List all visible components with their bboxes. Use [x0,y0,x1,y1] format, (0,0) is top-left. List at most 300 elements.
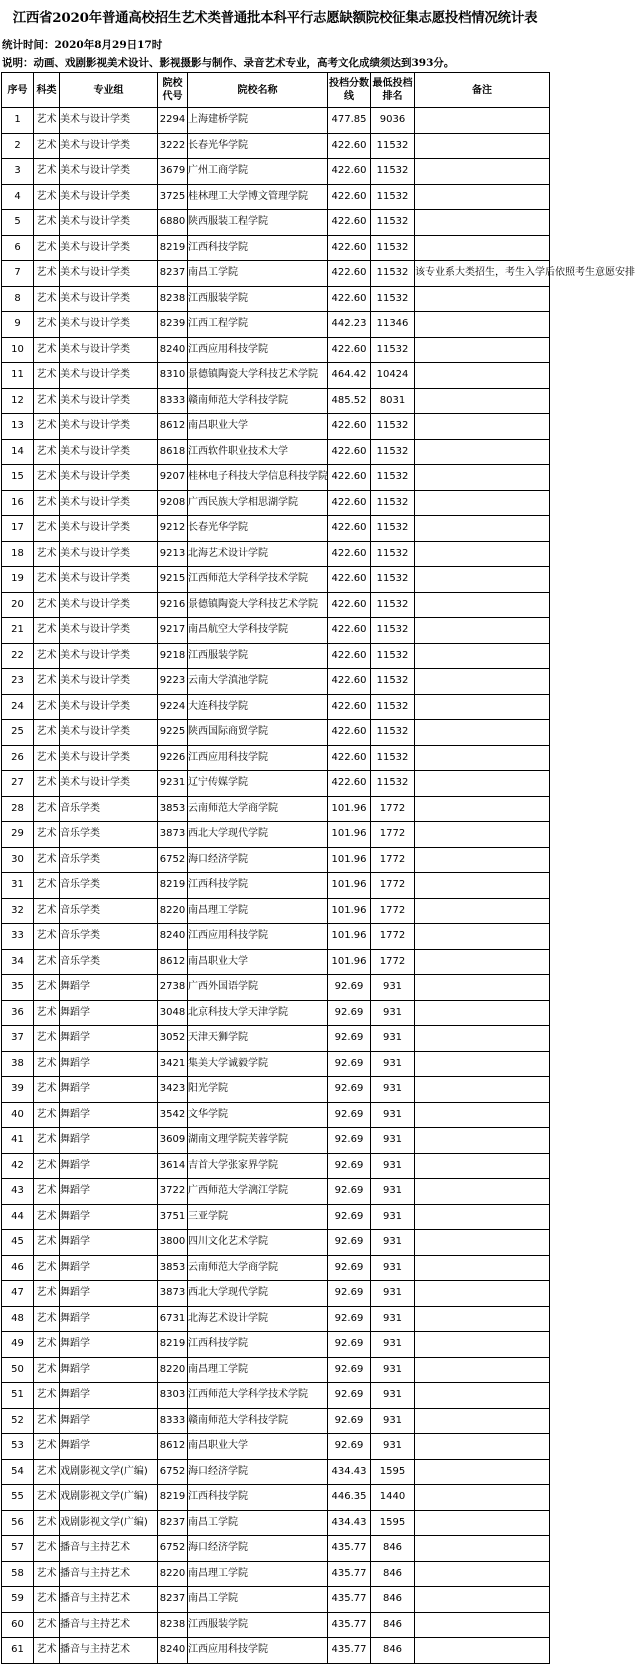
cell-school-name: 北京科技大学天津学院 [188,1000,328,1026]
cell-major-group: 美术与设计学类 [60,465,158,491]
cell-min-score: 92.69 [328,1357,371,1383]
table-row [2,1434,550,1460]
cell-school-code: 8333 [158,1408,188,1434]
cell-min-rank: 846 [371,1638,415,1664]
cell-min-rank: 11532 [371,669,415,695]
cell-seq: 25 [2,720,34,746]
cell-remark [415,643,550,669]
cell-remark [415,1459,550,1485]
cell-major-group: 美术与设计学类 [60,108,158,134]
cell-min-score: 92.69 [328,1383,371,1409]
cell-remark [415,541,550,567]
cell-seq: 47 [2,1281,34,1307]
cell-school-code: 6752 [158,1536,188,1562]
cell-min-rank: 11532 [371,261,415,287]
table-row [2,1230,550,1256]
cell-min-score: 92.69 [328,1077,371,1103]
cell-major-group: 美术与设计学类 [60,286,158,312]
cell-min-score: 422.60 [328,286,371,312]
cell-school-name: 海口经济学院 [188,1536,328,1562]
cell-min-score: 101.96 [328,924,371,950]
cell-school-name: 广西师范大学漓江学院 [188,1179,328,1205]
cell-school-name: 江西应用科技学院 [188,745,328,771]
cell-seq: 51 [2,1383,34,1409]
cell-category: 艺术 [34,465,60,491]
cell-school-name: 云南大学滇池学院 [188,669,328,695]
cell-major-group: 美术与设计学类 [60,159,158,185]
cell-category: 艺术 [34,1153,60,1179]
cell-remark [415,1612,550,1638]
admission-table [1,72,635,1664]
table-row [2,516,550,542]
cell-seq: 13 [2,414,34,440]
cell-category: 艺术 [34,694,60,720]
cell-school-name: 长春光华学院 [188,133,328,159]
cell-remark [415,898,550,924]
cell-seq: 4 [2,184,34,210]
cell-remark [415,1204,550,1230]
cell-school-code: 2294 [158,108,188,134]
cell-category: 艺术 [34,949,60,975]
cell-remark [415,567,550,593]
table-row [2,643,550,669]
cell-min-rank: 1595 [371,1459,415,1485]
cell-major-group: 美术与设计学类 [60,184,158,210]
cell-school-name: 赣南师范大学科技学院 [188,1408,328,1434]
cell-min-rank: 931 [371,1357,415,1383]
cell-min-score: 101.96 [328,949,371,975]
cell-category: 艺术 [34,1204,60,1230]
cell-min-score: 435.77 [328,1587,371,1613]
cell-school-name: 南昌理工学院 [188,898,328,924]
cell-min-rank: 846 [371,1536,415,1562]
cell-category: 艺术 [34,745,60,771]
cell-major-group: 音乐学类 [60,949,158,975]
cell-remark [415,1383,550,1409]
cell-school-name: 南昌职业大学 [188,414,328,440]
cell-category: 艺术 [34,1510,60,1536]
cell-school-code: 3222 [158,133,188,159]
cell-school-code: 6880 [158,210,188,236]
cell-min-score: 422.60 [328,439,371,465]
cell-category: 艺术 [34,1255,60,1281]
table-row [2,541,550,567]
cell-seq: 5 [2,210,34,236]
table-row [2,1281,550,1307]
cell-min-score: 92.69 [328,1230,371,1256]
cell-remark [415,1306,550,1332]
cell-major-group: 美术与设计学类 [60,694,158,720]
cell-major-group: 播音与主持艺术 [60,1536,158,1562]
cell-category: 艺术 [34,847,60,873]
cell-major-group: 舞蹈学 [60,1179,158,1205]
cell-remark [415,1051,550,1077]
cell-min-rank: 11532 [371,414,415,440]
cell-seq: 12 [2,388,34,414]
cell-school-code: 8612 [158,414,188,440]
cell-min-rank: 931 [371,1408,415,1434]
table-row [2,1357,550,1383]
table-row [2,1408,550,1434]
cell-major-group: 舞蹈学 [60,1383,158,1409]
cell-remark [415,439,550,465]
cell-major-group: 舞蹈学 [60,1281,158,1307]
cell-major-group: 舞蹈学 [60,1434,158,1460]
cell-seq: 55 [2,1485,34,1511]
cell-category: 艺术 [34,1408,60,1434]
cell-category: 艺术 [34,771,60,797]
cell-seq: 23 [2,669,34,695]
cell-school-code: 8333 [158,388,188,414]
cell-remark [415,108,550,134]
table-row [2,1077,550,1103]
cell-school-code: 3542 [158,1102,188,1128]
cell-category: 艺术 [34,822,60,848]
cell-min-score: 92.69 [328,1204,371,1230]
cell-major-group: 美术与设计学类 [60,261,158,287]
cell-school-code: 3048 [158,1000,188,1026]
cell-major-group: 舞蹈学 [60,1332,158,1358]
cell-min-score: 434.43 [328,1510,371,1536]
cell-major-group: 美术与设计学类 [60,363,158,389]
cell-major-group: 美术与设计学类 [60,592,158,618]
cell-category: 艺术 [34,1026,60,1052]
cell-remark [415,847,550,873]
cell-category: 艺术 [34,337,60,363]
cell-category: 艺术 [34,924,60,950]
cell-seq: 18 [2,541,34,567]
cell-min-score: 422.60 [328,643,371,669]
cell-min-rank: 931 [371,1306,415,1332]
cell-school-name: 江西师范大学科学技术学院 [188,1383,328,1409]
cell-major-group: 舞蹈学 [60,1255,158,1281]
cell-category: 艺术 [34,541,60,567]
cell-remark [415,592,550,618]
cell-seq: 60 [2,1612,34,1638]
table-row [2,1510,550,1536]
cell-major-group: 舞蹈学 [60,1051,158,1077]
cell-category: 艺术 [34,133,60,159]
cell-remark [415,1561,550,1587]
cell-school-code: 9225 [158,720,188,746]
cell-school-code: 3609 [158,1128,188,1154]
cell-min-rank: 931 [371,1230,415,1256]
cell-min-rank: 10424 [371,363,415,389]
cell-category: 艺术 [34,643,60,669]
cell-seq: 53 [2,1434,34,1460]
cell-min-rank: 931 [371,1255,415,1281]
cell-min-rank: 11532 [371,745,415,771]
cell-school-code: 3423 [158,1077,188,1103]
table-row [2,1561,550,1587]
cell-school-name: 文华学院 [188,1102,328,1128]
cell-min-score: 485.52 [328,388,371,414]
cell-min-score: 92.69 [328,1000,371,1026]
cell-seq: 30 [2,847,34,873]
cell-remark [415,1536,550,1562]
cell-remark [415,388,550,414]
cell-school-name: 湖南文理学院芙蓉学院 [188,1128,328,1154]
cell-min-rank: 11532 [371,490,415,516]
cell-remark [415,1510,550,1536]
cell-school-code: 9231 [158,771,188,797]
cell-seq: 58 [2,1561,34,1587]
cell-min-score: 422.60 [328,210,371,236]
cell-school-code: 8220 [158,1561,188,1587]
cell-seq: 44 [2,1204,34,1230]
cell-school-code: 8219 [158,873,188,899]
cell-category: 艺术 [34,1102,60,1128]
cell-min-rank: 931 [371,1383,415,1409]
cell-min-score: 101.96 [328,796,371,822]
cell-seq: 57 [2,1536,34,1562]
cell-school-name: 海口经济学院 [188,847,328,873]
cell-seq: 16 [2,490,34,516]
cell-seq: 33 [2,924,34,950]
cell-school-code: 3052 [158,1026,188,1052]
cell-school-code: 3722 [158,1179,188,1205]
cell-category: 艺术 [34,1230,60,1256]
cell-remark [415,184,550,210]
cell-school-name: 广西民族大学相思湖学院 [188,490,328,516]
cell-min-rank: 11532 [371,567,415,593]
cell-seq: 9 [2,312,34,338]
cell-min-score: 92.69 [328,1128,371,1154]
cell-major-group: 戏剧影视文学(广编) [60,1485,158,1511]
cell-category: 艺术 [34,1587,60,1613]
cell-school-name: 西北大学现代学院 [188,822,328,848]
cell-remark [415,771,550,797]
table-row [2,847,550,873]
cell-category: 艺术 [34,363,60,389]
cell-min-score: 101.96 [328,822,371,848]
cell-school-name: 集美大学诚毅学院 [188,1051,328,1077]
cell-min-score: 435.77 [328,1638,371,1664]
cell-min-rank: 11532 [371,439,415,465]
cell-school-code: 8237 [158,1587,188,1613]
cell-min-score: 92.69 [328,1255,371,1281]
cell-category: 艺术 [34,490,60,516]
cell-remark [415,490,550,516]
cell-category: 艺术 [34,1357,60,1383]
cell-min-rank: 931 [371,1153,415,1179]
cell-min-rank: 11532 [371,159,415,185]
cell-remark: 该专业系大类招生，考生入学后依照考生意愿安排 [415,261,550,287]
cell-school-name: 江西师范大学科学技术学院 [188,567,328,593]
table-row [2,975,550,1001]
cell-major-group: 音乐学类 [60,847,158,873]
table-row [2,159,550,185]
table-row [2,1204,550,1230]
cell-min-score: 92.69 [328,1281,371,1307]
cell-major-group: 播音与主持艺术 [60,1561,158,1587]
cell-seq: 37 [2,1026,34,1052]
cell-major-group: 美术与设计学类 [60,210,158,236]
cell-min-score: 422.60 [328,592,371,618]
cell-remark [415,975,550,1001]
table-row [2,1102,550,1128]
cell-school-code: 3614 [158,1153,188,1179]
cell-min-rank: 931 [371,1204,415,1230]
cell-min-rank: 11532 [371,465,415,491]
cell-seq: 7 [2,261,34,287]
cell-school-code: 2738 [158,975,188,1001]
cell-school-name: 南昌航空大学科技学院 [188,618,328,644]
cell-min-rank: 1772 [371,924,415,950]
cell-school-name: 江西科技学院 [188,1485,328,1511]
cell-seq: 11 [2,363,34,389]
cell-school-name: 西北大学现代学院 [188,1281,328,1307]
cell-min-rank: 931 [371,1102,415,1128]
cell-remark [415,1026,550,1052]
table-row [2,490,550,516]
cell-remark [415,1179,550,1205]
cell-major-group: 舞蹈学 [60,1357,158,1383]
cell-min-rank: 1772 [371,822,415,848]
cell-min-rank: 931 [371,1332,415,1358]
table-row [2,312,550,338]
table-row [2,235,550,261]
table-row [2,669,550,695]
cell-major-group: 舞蹈学 [60,1102,158,1128]
cell-min-rank: 931 [371,1026,415,1052]
cell-school-code: 8238 [158,286,188,312]
cell-min-rank: 11532 [371,643,415,669]
cell-remark [415,1000,550,1026]
cell-category: 艺术 [34,159,60,185]
cell-school-code: 3679 [158,159,188,185]
cell-major-group: 舞蹈学 [60,1128,158,1154]
table-row [2,1383,550,1409]
cell-remark [415,1281,550,1307]
cell-remark [415,465,550,491]
cell-min-rank: 931 [371,1051,415,1077]
cell-major-group: 舞蹈学 [60,1204,158,1230]
cell-category: 艺术 [34,1051,60,1077]
cell-school-code: 8219 [158,235,188,261]
table-row [2,1638,550,1664]
cell-seq: 3 [2,159,34,185]
cell-major-group: 美术与设计学类 [60,643,158,669]
table-row [2,1128,550,1154]
cell-min-rank: 846 [371,1561,415,1587]
header-major-group: 专业组 [60,73,158,108]
cell-major-group: 美术与设计学类 [60,337,158,363]
cell-seq: 21 [2,618,34,644]
cell-remark [415,363,550,389]
cell-min-score: 435.77 [328,1536,371,1562]
cell-major-group: 美术与设计学类 [60,414,158,440]
cell-school-code: 3751 [158,1204,188,1230]
table-row [2,363,550,389]
cell-min-score: 422.60 [328,235,371,261]
cell-min-rank: 11532 [371,184,415,210]
cell-remark [415,235,550,261]
cell-category: 艺术 [34,669,60,695]
cell-major-group: 舞蹈学 [60,975,158,1001]
cell-school-name: 海口经济学院 [188,1459,328,1485]
cell-school-code: 8612 [158,949,188,975]
cell-min-score: 422.60 [328,414,371,440]
table-row [2,720,550,746]
header-school-name: 院校名称 [188,73,328,108]
cell-min-score: 422.60 [328,337,371,363]
cell-min-score: 422.60 [328,567,371,593]
cell-min-rank: 846 [371,1587,415,1613]
cell-major-group: 美术与设计学类 [60,516,158,542]
cell-min-score: 446.35 [328,1485,371,1511]
cell-min-score: 442.23 [328,312,371,338]
cell-school-code: 3421 [158,1051,188,1077]
cell-seq: 48 [2,1306,34,1332]
cell-remark [415,924,550,950]
cell-seq: 31 [2,873,34,899]
cell-min-score: 101.96 [328,873,371,899]
cell-seq: 39 [2,1077,34,1103]
cell-remark [415,618,550,644]
cell-min-score: 92.69 [328,975,371,1001]
table-row [2,133,550,159]
cell-school-name: 江西应用科技学院 [188,1638,328,1664]
cell-school-name: 云南师范大学商学院 [188,1255,328,1281]
cell-remark [415,745,550,771]
cell-min-score: 92.69 [328,1179,371,1205]
cell-school-name: 景德镇陶瓷大学科技艺术学院 [188,363,328,389]
header-school-code [158,73,188,108]
cell-seq: 46 [2,1255,34,1281]
cell-min-score: 422.60 [328,159,371,185]
cell-school-name: 天津天狮学院 [188,1026,328,1052]
cell-school-code: 8239 [158,312,188,338]
cell-min-rank: 931 [371,1000,415,1026]
cell-min-score: 92.69 [328,1102,371,1128]
table-row [2,1536,550,1562]
table-row [2,567,550,593]
cell-major-group: 音乐学类 [60,873,158,899]
cell-min-rank: 8031 [371,388,415,414]
cell-min-score: 92.69 [328,1408,371,1434]
table-row [2,1485,550,1511]
cell-seq: 17 [2,516,34,542]
table-row [2,924,550,950]
cell-category: 艺术 [34,618,60,644]
cell-school-name: 大连科技学院 [188,694,328,720]
cell-seq: 6 [2,235,34,261]
cell-remark [415,1077,550,1103]
cell-seq: 43 [2,1179,34,1205]
cell-major-group: 美术与设计学类 [60,720,158,746]
cell-seq: 40 [2,1102,34,1128]
cell-min-score: 434.43 [328,1459,371,1485]
table-row [2,286,550,312]
cell-min-score: 92.69 [328,1434,371,1460]
cell-category: 艺术 [34,1612,60,1638]
cell-seq: 26 [2,745,34,771]
cell-school-name: 景德镇陶瓷大学科技艺术学院 [188,592,328,618]
cell-category: 艺术 [34,1281,60,1307]
table-row [2,261,550,287]
cell-school-code: 8219 [158,1332,188,1358]
cell-major-group: 美术与设计学类 [60,133,158,159]
cell-min-score: 101.96 [328,847,371,873]
cell-seq: 10 [2,337,34,363]
cell-min-score: 92.69 [328,1332,371,1358]
table-row [2,898,550,924]
cell-remark [415,873,550,899]
cell-school-code: 8240 [158,337,188,363]
cell-major-group: 美术与设计学类 [60,745,158,771]
cell-min-score: 92.69 [328,1026,371,1052]
